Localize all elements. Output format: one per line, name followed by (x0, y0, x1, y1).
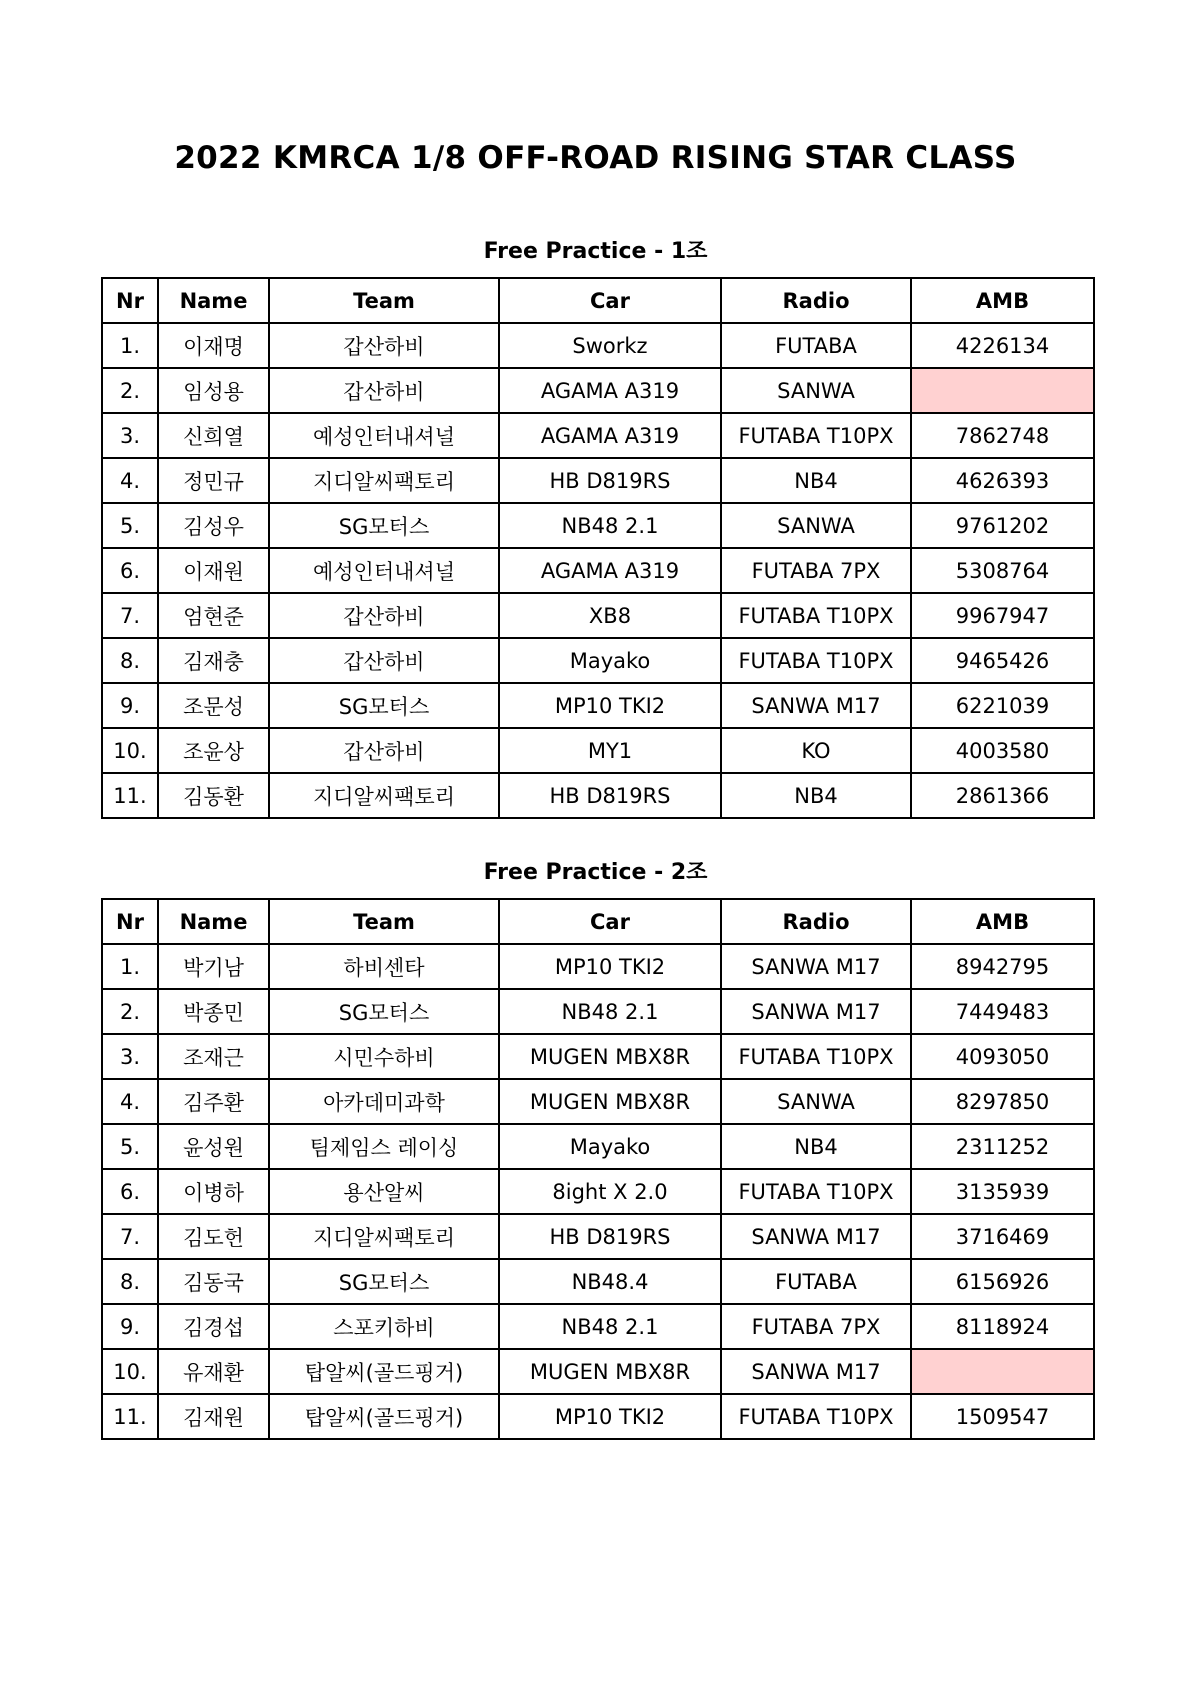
cell-nr: 4. (102, 1079, 158, 1124)
cell-team: 하비센타 (269, 944, 499, 989)
cell-car: MP10 TKI2 (499, 944, 721, 989)
cell-name: 이병하 (158, 1169, 269, 1214)
cell-team: 지디알씨팩토리 (269, 773, 499, 818)
cell-team: 탑알씨(골드핑거) (269, 1394, 499, 1439)
cell-nr: 4. (102, 458, 158, 503)
col-header-name: Name (158, 278, 269, 323)
group-1-table (101, 277, 1095, 819)
cell-car: AGAMA A319 (499, 548, 721, 593)
cell-car: HB D819RS (499, 1214, 721, 1259)
cell-nr: 5. (102, 1124, 158, 1169)
table-row (102, 1304, 1094, 1349)
cell-team: 지디알씨팩토리 (269, 1214, 499, 1259)
cell-radio: FUTABA T10PX (721, 1169, 911, 1214)
cell-radio: FUTABA T10PX (721, 1394, 911, 1439)
cell-amb: 3716469 (911, 1214, 1094, 1259)
cell-amb: 4093050 (911, 1034, 1094, 1079)
cell-radio: FUTABA T10PX (721, 1034, 911, 1079)
cell-amb: 8942795 (911, 944, 1094, 989)
cell-amb: 5308764 (911, 548, 1094, 593)
cell-name: 엄현준 (158, 593, 269, 638)
cell-team: 갑산하비 (269, 728, 499, 773)
cell-car: 8ight X 2.0 (499, 1169, 721, 1214)
cell-name: 신희열 (158, 413, 269, 458)
cell-name: 김주환 (158, 1079, 269, 1124)
cell-name: 이재원 (158, 548, 269, 593)
cell-team: 예성인터내셔널 (269, 548, 499, 593)
cell-car: XB8 (499, 593, 721, 638)
cell-name: 이재명 (158, 323, 269, 368)
cell-team: SG모터스 (269, 683, 499, 728)
cell-name: 김재충 (158, 638, 269, 683)
cell-name: 김성우 (158, 503, 269, 548)
table-row (102, 989, 1094, 1034)
col-header-nr: Nr (102, 278, 158, 323)
cell-name: 조윤상 (158, 728, 269, 773)
cell-team: 갑산하비 (269, 638, 499, 683)
table-header-row (102, 278, 1094, 323)
cell-car: HB D819RS (499, 458, 721, 503)
cell-car: MUGEN MBX8R (499, 1079, 721, 1124)
cell-radio: FUTABA 7PX (721, 1304, 911, 1349)
cell-nr: 9. (102, 683, 158, 728)
cell-name: 김재원 (158, 1394, 269, 1439)
col-header-car: Car (499, 899, 721, 944)
cell-car: AGAMA A319 (499, 368, 721, 413)
group-1-heading: Free Practice - 1조 (483, 239, 708, 264)
cell-name: 유재환 (158, 1349, 269, 1394)
cell-car: MP10 TKI2 (499, 683, 721, 728)
table-row (102, 413, 1094, 458)
cell-team: SG모터스 (269, 989, 499, 1034)
table-row (102, 1259, 1094, 1304)
cell-car: MP10 TKI2 (499, 1394, 721, 1439)
cell-amb: 9967947 (911, 593, 1094, 638)
cell-name: 김동환 (158, 773, 269, 818)
cell-team: 갑산하비 (269, 368, 499, 413)
table-row (102, 368, 1094, 413)
cell-team: 예성인터내셔널 (269, 413, 499, 458)
cell-nr: 8. (102, 638, 158, 683)
cell-nr: 3. (102, 413, 158, 458)
cell-amb: 9761202 (911, 503, 1094, 548)
cell-amb: 2311252 (911, 1124, 1094, 1169)
cell-car: Sworkz (499, 323, 721, 368)
table-row (102, 1169, 1094, 1214)
table-row (102, 1124, 1094, 1169)
cell-nr: 7. (102, 593, 158, 638)
table-row (102, 458, 1094, 503)
cell-radio: SANWA M17 (721, 1214, 911, 1259)
cell-amb: 8118924 (911, 1304, 1094, 1349)
cell-nr: 6. (102, 1169, 158, 1214)
cell-team: 아카데미과학 (269, 1079, 499, 1124)
cell-nr: 2. (102, 368, 158, 413)
table-row (102, 323, 1094, 368)
cell-name: 박종민 (158, 989, 269, 1034)
cell-team: 갑산하비 (269, 323, 499, 368)
cell-car: NB48 2.1 (499, 1304, 721, 1349)
cell-nr: 7. (102, 1214, 158, 1259)
cell-team: 탑알씨(골드핑거) (269, 1349, 499, 1394)
cell-team: 지디알씨팩토리 (269, 458, 499, 503)
col-header-team: Team (269, 278, 499, 323)
cell-radio: FUTABA 7PX (721, 548, 911, 593)
cell-radio: SANWA M17 (721, 683, 911, 728)
table-row (102, 638, 1094, 683)
cell-car: MUGEN MBX8R (499, 1034, 721, 1079)
cell-radio: FUTABA T10PX (721, 593, 911, 638)
cell-radio: NB4 (721, 458, 911, 503)
cell-name: 김경섭 (158, 1304, 269, 1349)
cell-name: 김도헌 (158, 1214, 269, 1259)
document-title: 2022 KMRCA 1/8 OFF-ROAD RISING STAR CLASS (174, 140, 1017, 176)
cell-team: 갑산하비 (269, 593, 499, 638)
col-header-amb: AMB (911, 899, 1094, 944)
cell-amb: 4626393 (911, 458, 1094, 503)
col-header-name: Name (158, 899, 269, 944)
cell-team: SG모터스 (269, 1259, 499, 1304)
cell-amb: 2861366 (911, 773, 1094, 818)
table-row (102, 683, 1094, 728)
cell-radio: SANWA (721, 1079, 911, 1124)
table-header-row (102, 899, 1094, 944)
cell-amb: 8297850 (911, 1079, 1094, 1124)
cell-amb: 4226134 (911, 323, 1094, 368)
table-row (102, 1214, 1094, 1259)
table-row (102, 773, 1094, 818)
cell-radio: FUTABA (721, 323, 911, 368)
cell-nr: 8. (102, 1259, 158, 1304)
cell-nr: 5. (102, 503, 158, 548)
cell-name: 정민규 (158, 458, 269, 503)
cell-amb: 6156926 (911, 1259, 1094, 1304)
table-row (102, 548, 1094, 593)
cell-radio: NB4 (721, 1124, 911, 1169)
table-row (102, 1034, 1094, 1079)
cell-radio: NB4 (721, 773, 911, 818)
cell-name: 김동국 (158, 1259, 269, 1304)
cell-team: SG모터스 (269, 503, 499, 548)
cell-radio: SANWA M17 (721, 989, 911, 1034)
table-row (102, 944, 1094, 989)
cell-nr: 6. (102, 548, 158, 593)
col-header-amb: AMB (911, 278, 1094, 323)
cell-amb-missing (911, 1349, 1094, 1394)
cell-team: 용산알씨 (269, 1169, 499, 1214)
cell-nr: 11. (102, 773, 158, 818)
col-header-car: Car (499, 278, 721, 323)
cell-radio: SANWA (721, 368, 911, 413)
cell-amb: 1509547 (911, 1394, 1094, 1439)
cell-car: NB48 2.1 (499, 989, 721, 1034)
group-2-table (101, 898, 1095, 1440)
cell-car: NB48 2.1 (499, 503, 721, 548)
cell-amb: 6221039 (911, 683, 1094, 728)
table-row (102, 503, 1094, 548)
cell-radio: SANWA (721, 503, 911, 548)
table-row (102, 1394, 1094, 1439)
col-header-radio: Radio (721, 899, 911, 944)
cell-amb: 4003580 (911, 728, 1094, 773)
cell-name: 조문성 (158, 683, 269, 728)
cell-radio: FUTABA T10PX (721, 638, 911, 683)
col-header-team: Team (269, 899, 499, 944)
cell-amb: 7449483 (911, 989, 1094, 1034)
group-2-heading: Free Practice - 2조 (483, 860, 708, 885)
cell-amb: 7862748 (911, 413, 1094, 458)
cell-amb: 3135939 (911, 1169, 1094, 1214)
cell-car: MUGEN MBX8R (499, 1349, 721, 1394)
table-row (102, 728, 1094, 773)
cell-radio: FUTABA T10PX (721, 413, 911, 458)
table-row (102, 1349, 1094, 1394)
cell-nr: 9. (102, 1304, 158, 1349)
cell-nr: 3. (102, 1034, 158, 1079)
cell-car: MY1 (499, 728, 721, 773)
cell-radio: SANWA M17 (721, 944, 911, 989)
cell-nr: 10. (102, 728, 158, 773)
cell-team: 스포키하비 (269, 1304, 499, 1349)
cell-amb-missing (911, 368, 1094, 413)
table-row (102, 593, 1094, 638)
cell-amb: 9465426 (911, 638, 1094, 683)
col-header-nr: Nr (102, 899, 158, 944)
cell-name: 윤성원 (158, 1124, 269, 1169)
cell-nr: 11. (102, 1394, 158, 1439)
table-row (102, 1079, 1094, 1124)
cell-car: AGAMA A319 (499, 413, 721, 458)
cell-team: 팀제임스 레이싱 (269, 1124, 499, 1169)
col-header-radio: Radio (721, 278, 911, 323)
cell-car: HB D819RS (499, 773, 721, 818)
cell-radio: FUTABA (721, 1259, 911, 1304)
cell-name: 박기남 (158, 944, 269, 989)
cell-nr: 10. (102, 1349, 158, 1394)
cell-car: Mayako (499, 638, 721, 683)
cell-name: 임성용 (158, 368, 269, 413)
cell-car: Mayako (499, 1124, 721, 1169)
cell-nr: 1. (102, 944, 158, 989)
cell-team: 시민수하비 (269, 1034, 499, 1079)
cell-name: 조재근 (158, 1034, 269, 1079)
cell-car: NB48.4 (499, 1259, 721, 1304)
cell-nr: 1. (102, 323, 158, 368)
cell-nr: 2. (102, 989, 158, 1034)
cell-radio: KO (721, 728, 911, 773)
cell-radio: SANWA M17 (721, 1349, 911, 1394)
